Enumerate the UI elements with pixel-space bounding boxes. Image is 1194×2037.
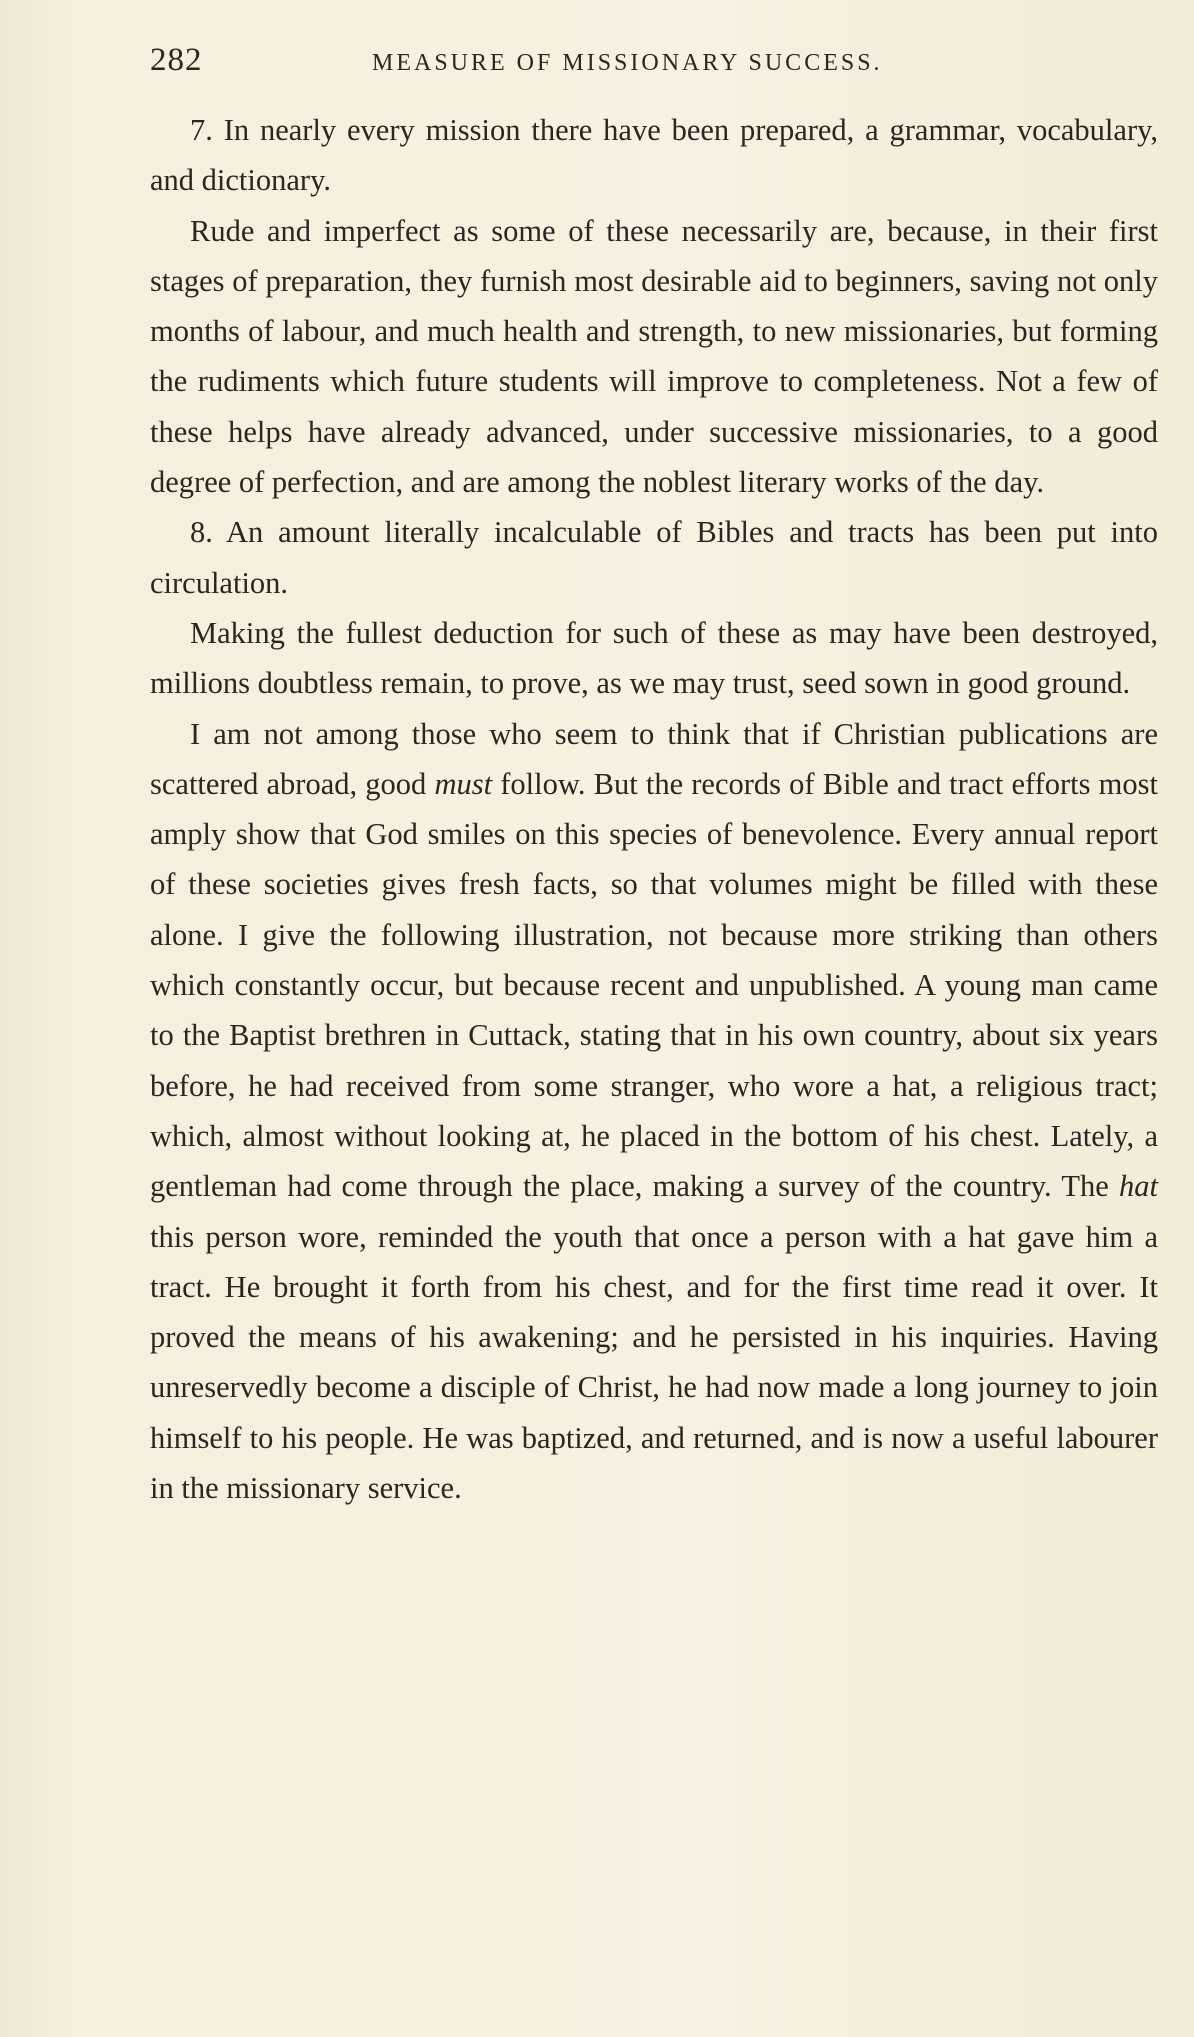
- paragraph-text: this person wore, reminded the youth that once a person with a hat gave him a tract. He brought it forth from his chest, and for the first time read it over. It proved the means of his awakening; and he persisted in his inquiries. Having unreservedly become a disciple of Christ, he had now made a long journey to join himself to his people. He was baptized, and returned, and is now a useful labourer in the missionary service.: [150, 1219, 1158, 1506]
- paragraph-text: I am not among those who seem to think that if Christian publications are scattered abroad, good: [150, 716, 1158, 801]
- paragraph-i-am-not-among: [150, 709, 1158, 1514]
- running-head: MEASURE OF MISSIONARY SUCCESS.: [372, 50, 883, 76]
- paragraph-text: follow. But the records of Bible and tract efforts most amply show that God smiles on this species of benevolence. Every annual report of these societies gives fresh facts, so that volumes might be filled with these alone. I give the following illustration, not because more striking than others which constantly occur, but because recent and unpublished. A young man came to the Baptist brethren in Cuttack, stating that in his own country, about six years before, he had received from some stranger, who wore a hat, a religious tract; which, almost without looking at, he placed in the bottom of his chest. Lately, a gentleman had come through the place, making a survey of the country. The: [150, 766, 1158, 1204]
- paragraph-7: 7. In nearly every mission there have been prepared, a grammar, vocabulary, and dictionary.: [150, 113, 1158, 198]
- paragraph-rude-and-imperfect: Rude and imperfect as some of these necessarily are, because, in their first stages of preparation, they furnish most desirable aid to beginners, saving not only months of labour, and much health and strength, to new missionaries, but forming the rudiments which future students will improve to completeness. Not a few of these helps have already advanced, under successive missionaries, to a good degree of perfection, and are among the noblest literary works of the day.: [150, 213, 1158, 500]
- emphasis-hat: hat: [1119, 1169, 1158, 1204]
- paragraph-8: 8. An amount literally incalculable of Bibles and tracts has been put into circulation.: [150, 515, 1158, 600]
- paragraph-making-the-fullest: Making the fullest deduction for such of these as may have been destroyed, millions doubtless remain, to prove, as we may trust, seed sown in good ground.: [150, 615, 1158, 701]
- page-number: 282: [150, 42, 203, 78]
- page-header: [150, 42, 1160, 92]
- body-text: [150, 105, 1158, 1513]
- emphasis-must: must: [434, 766, 493, 801]
